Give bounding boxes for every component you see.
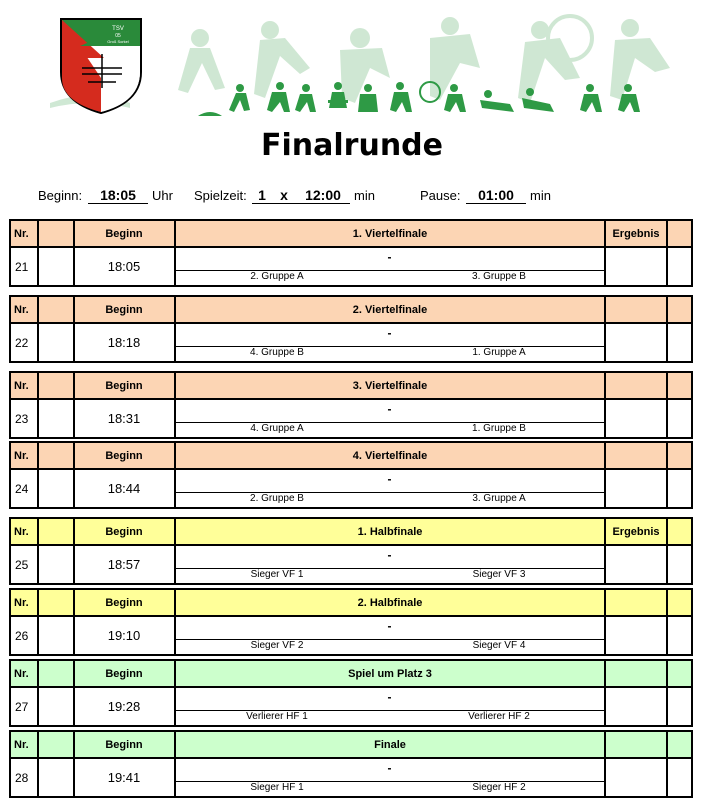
nr-header: Nr. [14, 596, 29, 609]
team-right: Sieger HF 2 [472, 782, 526, 793]
score-separator: - [387, 472, 392, 486]
match-block [9, 219, 693, 287]
svg-text:Groß Sorkel: Groß Sorkel [107, 39, 129, 44]
spielzeit-count: 1 [252, 187, 272, 204]
team-left: 4. Gruppe B [250, 347, 304, 358]
match-number: 28 [15, 770, 29, 785]
match-time: 18:57 [107, 557, 141, 572]
match-number: 21 [15, 259, 29, 274]
nr-header: Nr. [14, 667, 29, 680]
result-header: Ergebnis [612, 227, 660, 240]
round-title: Finale [374, 738, 406, 751]
match-header [11, 661, 691, 688]
match-header [11, 221, 691, 248]
round-title: 4. Viertelfinale [352, 449, 428, 462]
round-title: 1. Halbfinale [357, 525, 423, 538]
beginn-header: Beginn [105, 449, 143, 462]
match-block [9, 371, 693, 439]
round-title: 2. Halbfinale [357, 596, 423, 609]
match-header [11, 297, 691, 324]
match-row [11, 617, 691, 654]
team-left: Verlierer HF 1 [246, 711, 308, 722]
score-separator: - [387, 548, 392, 562]
team-right: Sieger VF 3 [472, 569, 526, 580]
pause-unit: min [530, 188, 551, 203]
match-header [11, 590, 691, 617]
match-time: 19:28 [107, 699, 141, 714]
team-right: Sieger VF 4 [472, 640, 526, 651]
result-header [605, 443, 667, 468]
match-header [11, 732, 691, 759]
match-number: 22 [15, 335, 29, 350]
tournament-params [0, 188, 704, 208]
nr-header: Nr. [14, 227, 29, 240]
beginn-header: Beginn [105, 227, 143, 240]
match-time: 19:41 [107, 770, 141, 785]
team-left: Sieger HF 1 [250, 782, 304, 793]
result-header [605, 297, 667, 322]
match-time: 18:44 [107, 481, 141, 496]
match-time: 18:05 [107, 259, 141, 274]
spielzeit-value: 12:00 [296, 187, 350, 204]
spielzeit-unit: min [354, 188, 375, 203]
match-row [11, 248, 691, 285]
beginn-header: Beginn [105, 738, 143, 751]
score-separator: - [387, 761, 392, 775]
club-logo [60, 18, 142, 114]
beginn-header: Beginn [105, 667, 143, 680]
team-left: 2. Gruppe A [250, 271, 304, 282]
team-right: 3. Gruppe A [472, 493, 526, 504]
match-row [11, 324, 691, 361]
team-right: 1. Gruppe B [472, 423, 526, 434]
match-number: 23 [15, 411, 29, 426]
match-row [11, 470, 691, 507]
match-block [9, 441, 693, 509]
team-right: 3. Gruppe B [472, 271, 526, 282]
svg-text:05: 05 [115, 33, 121, 39]
match-block [9, 730, 693, 798]
match-header [11, 373, 691, 400]
begin-value: 18:05 [88, 187, 148, 204]
match-header [11, 443, 691, 470]
beginn-header: Beginn [105, 379, 143, 392]
match-block [9, 295, 693, 363]
team-left: Sieger VF 2 [250, 640, 304, 651]
nr-header: Nr. [14, 525, 29, 538]
beginn-header: Beginn [105, 303, 143, 316]
nr-header: Nr. [14, 449, 29, 462]
begin-label: Beginn: [38, 188, 83, 203]
pause-label: Pause: [420, 188, 461, 203]
match-block [9, 659, 693, 727]
match-block [9, 517, 693, 585]
result-header [605, 590, 667, 615]
score-separator: - [387, 402, 392, 416]
beginn-header: Beginn [105, 525, 143, 538]
score-separator: - [387, 326, 392, 340]
spielzeit-x: x [272, 187, 296, 204]
match-number: 27 [15, 699, 29, 714]
spielzeit-label: Spielzeit: [194, 188, 247, 203]
team-left: 2. Gruppe B [250, 493, 304, 504]
team-left: Sieger VF 1 [250, 569, 304, 580]
match-row [11, 546, 691, 583]
round-title: 3. Viertelfinale [352, 379, 428, 392]
match-time: 19:10 [107, 628, 141, 643]
team-left: 4. Gruppe A [250, 423, 304, 434]
score-separator: - [387, 250, 392, 264]
score-separator: - [387, 690, 392, 704]
match-row [11, 759, 691, 796]
pause-value: 01:00 [466, 187, 526, 204]
nr-header: Nr. [14, 379, 29, 392]
round-title: 1. Viertelfinale [352, 227, 428, 240]
result-header [605, 661, 667, 686]
beginn-header: Beginn [105, 596, 143, 609]
round-title: Spiel um Platz 3 [348, 667, 432, 680]
nr-header: Nr. [14, 303, 29, 316]
match-time: 18:18 [107, 335, 141, 350]
match-number: 26 [15, 628, 29, 643]
result-header [605, 373, 667, 398]
team-right: 1. Gruppe A [472, 347, 526, 358]
result-header: Ergebnis [612, 525, 660, 538]
begin-unit: Uhr [152, 188, 173, 203]
match-time: 18:31 [107, 411, 141, 426]
svg-text:TSV: TSV [112, 26, 124, 32]
team-right: Verlierer HF 2 [468, 711, 530, 722]
nr-header: Nr. [14, 738, 29, 751]
result-header [605, 732, 667, 757]
match-header [11, 519, 691, 546]
header-banner [10, 8, 694, 124]
page-title: Finalrunde [261, 128, 443, 163]
match-row [11, 400, 691, 437]
match-row [11, 688, 691, 725]
match-number: 24 [15, 481, 29, 496]
round-title: 2. Viertelfinale [352, 303, 428, 316]
match-number: 25 [15, 557, 29, 572]
match-block [9, 588, 693, 656]
score-separator: - [387, 619, 392, 633]
